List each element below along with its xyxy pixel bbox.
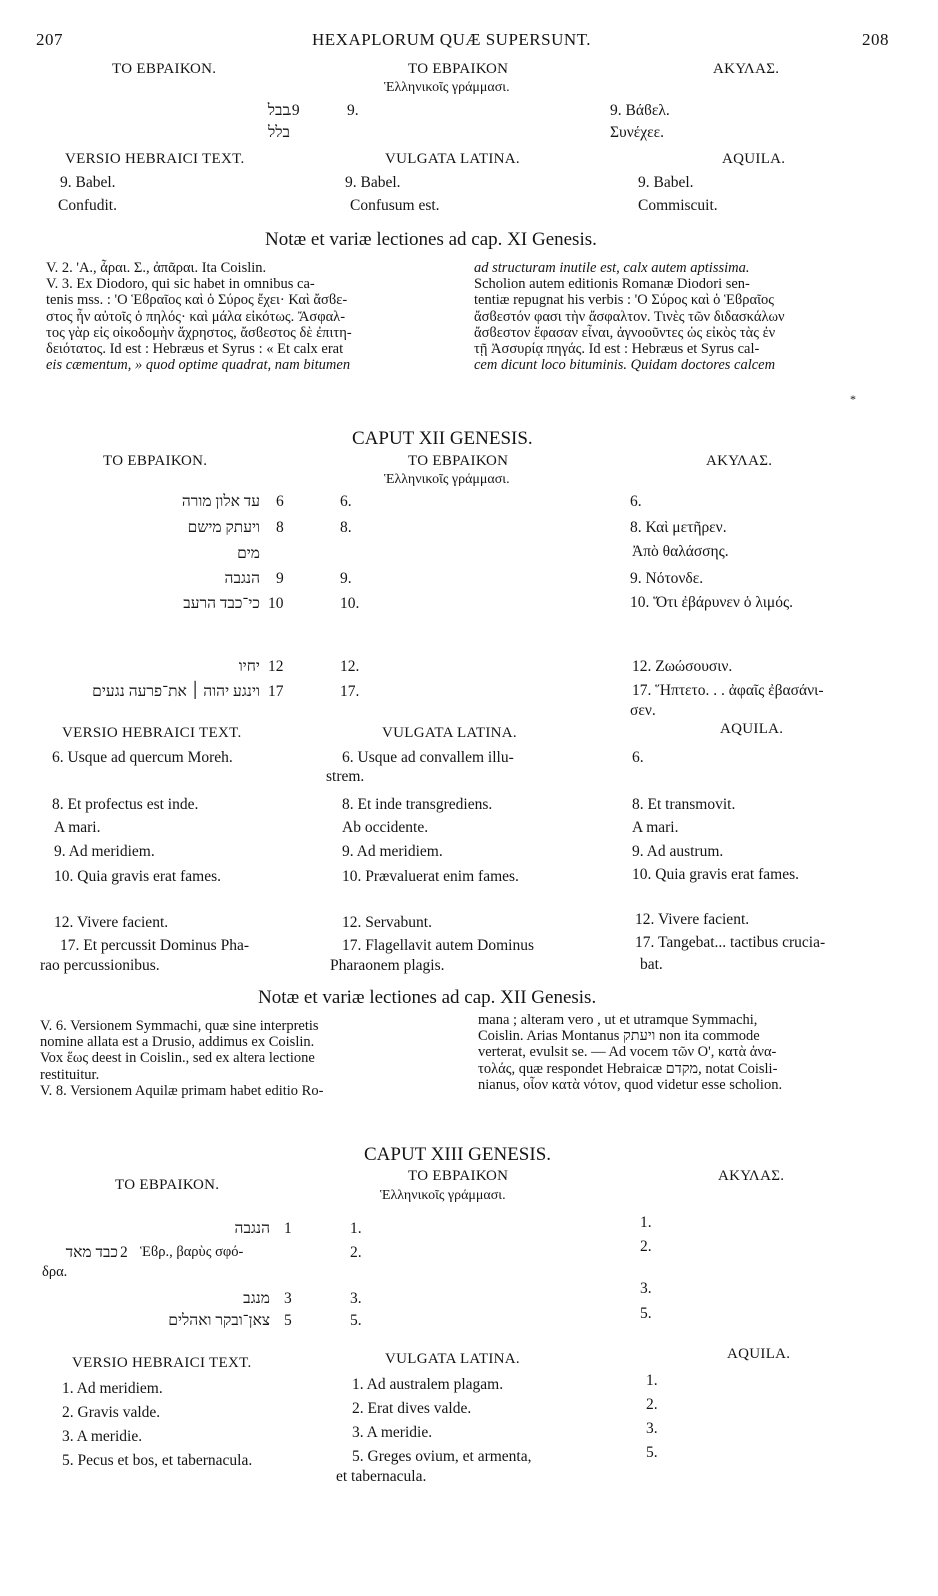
- aquila-column-heading: ΑΚΥΛΑΣ.: [706, 453, 773, 469]
- note-line: Coislin. Arias Montanus ויעתק non ita commode: [478, 1028, 760, 1045]
- hebrew-word: הנגבה: [224, 570, 260, 587]
- hebrew-word: ויעתק מישם: [187, 519, 260, 536]
- verse-number: 3.: [350, 1290, 362, 1307]
- latin-line: 1. Ad australem plagam.: [352, 1376, 504, 1393]
- latin-line: 12. Servabunt.: [342, 914, 432, 931]
- hebrew-word: מים: [237, 545, 260, 562]
- hebrew-word: כבד מאד: [65, 1244, 118, 1261]
- latin-line: Pharaonem plagis.: [330, 957, 445, 974]
- latin-line: strem.: [326, 768, 365, 785]
- greek-column-heading: ΤΟ ΕΒΡΑΙΚΟΝ: [408, 453, 509, 469]
- note-line: ad structuram inutile est, calx autem aptissima.: [474, 260, 750, 276]
- notes-right-column: [478, 1012, 896, 1093]
- latin-line: 2.: [646, 1396, 658, 1413]
- latin-line: 3. A meridie.: [62, 1428, 143, 1445]
- latin-line: A mari.: [632, 819, 679, 836]
- aquila-greek-line: 6.: [630, 493, 642, 510]
- latin-line: 10. Quia gravis erat fames.: [632, 866, 799, 883]
- verse-number: 5.: [640, 1305, 652, 1322]
- verse-number: 6: [276, 493, 284, 510]
- aquila-greek-line: 8. Καὶ μετῆρεν.: [630, 519, 727, 536]
- verse-number: 8.: [340, 519, 352, 536]
- latin-line: 1. Ad meridiem.: [62, 1380, 163, 1397]
- hebrew-column-heading: ΤΟ ΕΒΡΑΙΚΟΝ.: [103, 453, 208, 469]
- aquila-greek-line: σεν.: [630, 702, 656, 719]
- latin-line: 8. Et profectus est inde.: [52, 796, 199, 813]
- latin-line: 6.: [632, 749, 644, 766]
- verse-number: 5.: [350, 1312, 362, 1329]
- hebrew-word: כי־כבד הרעב: [183, 595, 260, 612]
- latin-line: 3.: [646, 1420, 658, 1437]
- latin-line: 17. Et percussit Dominus Pha-: [60, 937, 249, 954]
- note-line: nomine allata est a Drusio, addimus ex Coislin.: [40, 1034, 315, 1051]
- verse-number: 9: [276, 570, 284, 587]
- aquila-greek-line: Συνέχεε.: [610, 124, 664, 141]
- running-title: HEXAPLORUM QUÆ SUPERSUNT.: [312, 30, 592, 49]
- latin-line: 12. Vivere facient.: [54, 914, 169, 931]
- note-line: ἄσϐεστον ἔφασαν εἶναι, ἀγνοοῦντες ὡς εἰκὸς τὰς ἐν: [474, 324, 776, 341]
- greek-column-heading: ΤΟ ΕΒΡΑΙΚΟΝ: [408, 61, 509, 77]
- hebrew-word: הנגבה: [234, 1220, 270, 1237]
- notes-left-column: [40, 1018, 452, 1099]
- aquila-greek-line: 9. Νότονδε.: [630, 570, 704, 587]
- note-line: nianus, οἷον κατὰ νότον, quod videtur esse scholion.: [478, 1076, 783, 1093]
- asterisk-mark: *: [850, 392, 856, 406]
- verse-number: 10.: [340, 595, 360, 612]
- note-line: tentiæ repugnat his verbis : 'Ο Σύρος καὶ ὁ Ἑϐραῖος: [474, 292, 774, 309]
- note-line: verterat, evulsit se. — Ad vocem τῶν Ο', κατὰ ἀνα-: [478, 1044, 777, 1061]
- verse-number: 8: [276, 519, 284, 536]
- latin-line: 1.: [646, 1372, 658, 1389]
- latin-line: Confudit.: [58, 197, 117, 214]
- verse-number: 1: [284, 1220, 292, 1237]
- latin-line: Confusum est.: [350, 197, 440, 214]
- hebrew-word: יחיו: [238, 658, 260, 675]
- latin-line: Commiscuit.: [638, 197, 718, 214]
- latin-heading-aquila: AQUILA.: [727, 1346, 791, 1362]
- note-line: V. 3. Ex Diodoro, qui sic habet in omnibus ca-: [46, 276, 315, 293]
- latin-line: A mari.: [54, 819, 101, 836]
- hebrew-word: עד אלון מורה: [181, 493, 260, 510]
- note-line: στος ἦν αὐτοῖς ὁ πηλός· καὶ μάλα εἰκότως. Ἄσφαλ-: [46, 308, 346, 325]
- latin-line: et tabernacula.: [336, 1468, 427, 1485]
- latin-line: 5.: [646, 1444, 658, 1461]
- note-line: V. 8. Versionem Aquilæ primam habet editio Ro-: [40, 1082, 324, 1099]
- aquila-greek-line: 10. Ὅτι ἐβάρυνεν ὁ λιμός.: [630, 594, 793, 611]
- note-line: tenis mss. : 'Ο Ἑϐραῖος καὶ ὁ Σύρος ἔχει· Καὶ ἄσϐε-: [46, 292, 348, 309]
- note-line: δειότατος. Id est : Hebræus et Syrus : « Et calx erat: [46, 341, 344, 358]
- hebrew-greek-gloss: Ἑϐρ., βαρὺς σφό-: [140, 1244, 244, 1260]
- hebrew-word: בבל: [267, 102, 290, 119]
- latin-line: 2. Gravis valde.: [62, 1404, 161, 1421]
- latin-line: 9. Ad austrum.: [632, 843, 724, 860]
- aquila-column-heading: ΑΚΥΛΑΣ.: [713, 61, 780, 77]
- hebrew-word: צאן־ובקר ואהלים: [168, 1312, 270, 1329]
- note-line: V. 2. 'Α., ἆραι. Σ., ἀπᾶραι. Ita Coislin.: [46, 260, 267, 276]
- greek-column-subheading: Ἑλληνικοῖς γράμμασι.: [384, 80, 510, 95]
- aquila-greek-line: 12. Ζωώσουσιν.: [632, 658, 733, 675]
- note-line: restituitur.: [40, 1066, 100, 1083]
- latin-heading-vulgata: VULGATA LATINA.: [385, 1351, 520, 1367]
- note-line: τολάς, quæ respondet Hebraicæ מקדם, notat Coisli-: [478, 1060, 778, 1077]
- verse-number: 6.: [340, 493, 352, 510]
- verse-number: 1.: [640, 1214, 652, 1231]
- caput-title: CAPUT XIII GENESIS.: [364, 1144, 552, 1165]
- latin-line: 5. Pecus et bos, et tabernacula.: [62, 1452, 253, 1469]
- latin-line: Ab occidente.: [342, 819, 429, 836]
- hebrew-column-heading: ΤΟ ΕΒΡΑΙΚΟΝ.: [115, 1177, 220, 1193]
- latin-line: 6. Usque ad quercum Moreh.: [52, 749, 233, 766]
- latin-heading-vulgata: VULGATA LATINA.: [382, 725, 517, 741]
- latin-heading-aquila: AQUILA.: [720, 721, 784, 737]
- note-line: ἄσϐεστόν φασι τὴν ἄσφαλτον. Τινὲς τῶν διδασκάλων: [474, 308, 785, 325]
- note-line: τος γὰρ εἰς οἰκοδομὴν ἄχρηστος, ἄσϐεστος δὲ ἐπιτη-: [46, 324, 352, 341]
- latin-line: 8. Et transmovit.: [632, 796, 736, 813]
- latin-line: 9. Ad meridiem.: [342, 843, 443, 860]
- latin-line: 6. Usque ad convallem illu-: [342, 749, 514, 766]
- latin-heading-hebraici: VERSIO HEBRAICI TEXT.: [62, 725, 242, 741]
- hebrew-word: מנגב: [243, 1290, 270, 1307]
- latin-line: 17. Flagellavit autem Dominus: [342, 937, 535, 954]
- note-line: τῇ Ἀσσυρίᾳ πηγάς. Id est : Hebræus et Syrus cal-: [474, 341, 760, 358]
- greek-column-subheading: Ἑλληνικοῖς γράμμασι.: [380, 1188, 506, 1203]
- latin-line: 9. Babel.: [638, 174, 694, 191]
- verse-number: 3: [284, 1290, 292, 1307]
- verse-number: .9: [288, 102, 300, 119]
- latin-line: 10. Prævaluerat enim fames.: [342, 868, 519, 885]
- verse-number: 2: [120, 1244, 128, 1261]
- verse-number: 5: [284, 1312, 292, 1329]
- hebrew-column-heading: ΤΟ ΕΒΡΑΙΚΟΝ.: [112, 61, 217, 77]
- page-number-right: 208: [862, 30, 889, 49]
- verse-number: 12.: [340, 658, 360, 675]
- latin-line: 10. Quia gravis erat fames.: [54, 868, 221, 885]
- verse-number: 10: [268, 595, 284, 612]
- latin-heading-hebraici: VERSIO HEBRAICI TEXT.: [72, 1355, 252, 1371]
- latin-line: 17. Tangebat... tactibus crucia-: [635, 934, 826, 951]
- greek-column-heading: ΤΟ ΕΒΡΑΙΚΟΝ: [408, 1168, 509, 1184]
- latin-line: 9. Babel.: [345, 174, 401, 191]
- latin-heading-vulgata: VULGATA LATINA.: [385, 151, 520, 167]
- greek-column-subheading: Ἑλληνικοῖς γράμμασι.: [384, 472, 510, 487]
- aquila-greek-line: Ἀπὸ θαλάσσης.: [632, 543, 729, 560]
- latin-line: 8. Et inde transgrediens.: [342, 796, 493, 813]
- note-line: mana ; alteram vero , ut et utramque Symmachi,: [478, 1012, 758, 1028]
- verse-number: 1.: [350, 1220, 362, 1237]
- aquila-column-heading: ΑΚΥΛΑΣ.: [718, 1168, 785, 1184]
- latin-line: bat.: [640, 956, 663, 973]
- latin-heading-hebraici: VERSIO HEBRAICI TEXT.: [65, 151, 245, 167]
- latin-line: 12. Vivere facient.: [635, 911, 750, 928]
- notes-title: Notæ et variæ lectiones ad cap. XII Genesis.: [258, 987, 597, 1008]
- hebrew-word: בלל: [268, 124, 290, 141]
- latin-line: 2. Erat dives valde.: [352, 1400, 472, 1417]
- note-line: Scholion autem editionis Romanæ Diodori sen-: [474, 276, 750, 293]
- note-line: eis cæmentum, » quod optime quadrat, nam bitumen: [46, 357, 351, 374]
- verse-number: 2.: [640, 1238, 652, 1255]
- verse-number: 17.: [340, 683, 360, 700]
- verse-number: 2.: [350, 1244, 362, 1261]
- aquila-greek-line: 17. Ἥπτετο. . . ἀφαῖς ἐβασάνι-: [632, 682, 824, 699]
- latin-line: 9. Babel.: [60, 174, 116, 191]
- verse-number: 3.: [640, 1280, 652, 1297]
- note-line: Vox ἕως deest in Coislin., sed ex altera lectione: [40, 1050, 315, 1067]
- notes-left-column: [46, 260, 454, 374]
- verse-number: 17: [268, 683, 284, 700]
- latin-heading-aquila: AQUILA.: [722, 151, 786, 167]
- verse-number: 9.: [340, 570, 352, 587]
- latin-line: rao percussionibus.: [40, 957, 160, 974]
- verse-number: 9.: [347, 102, 359, 119]
- note-line: cem dicunt loco bituminis. Quidam doctores calcem: [474, 357, 776, 374]
- notes-right-column: [474, 260, 894, 374]
- latin-line: 3. A meridie.: [352, 1424, 433, 1441]
- note-line: V. 6. Versionem Symmachi, quæ sine interpretis: [40, 1018, 319, 1034]
- page-number-left: 207: [36, 30, 63, 49]
- caput-title: CAPUT XII GENESIS.: [352, 428, 533, 449]
- hebrew-greek-gloss: δρα.: [42, 1264, 68, 1280]
- latin-line: 5. Greges ovium, et armenta,: [352, 1448, 532, 1465]
- verse-number: 12: [268, 658, 284, 675]
- aquila-greek-line: 9. Βάϐελ.: [610, 102, 670, 119]
- hebrew-word: וינגע יהוה ׀ את־פרעה נגעים: [92, 683, 260, 700]
- notes-title: Notæ et variæ lectiones ad cap. XI Genesis.: [265, 229, 597, 250]
- latin-line: 9. Ad meridiem.: [54, 843, 155, 860]
